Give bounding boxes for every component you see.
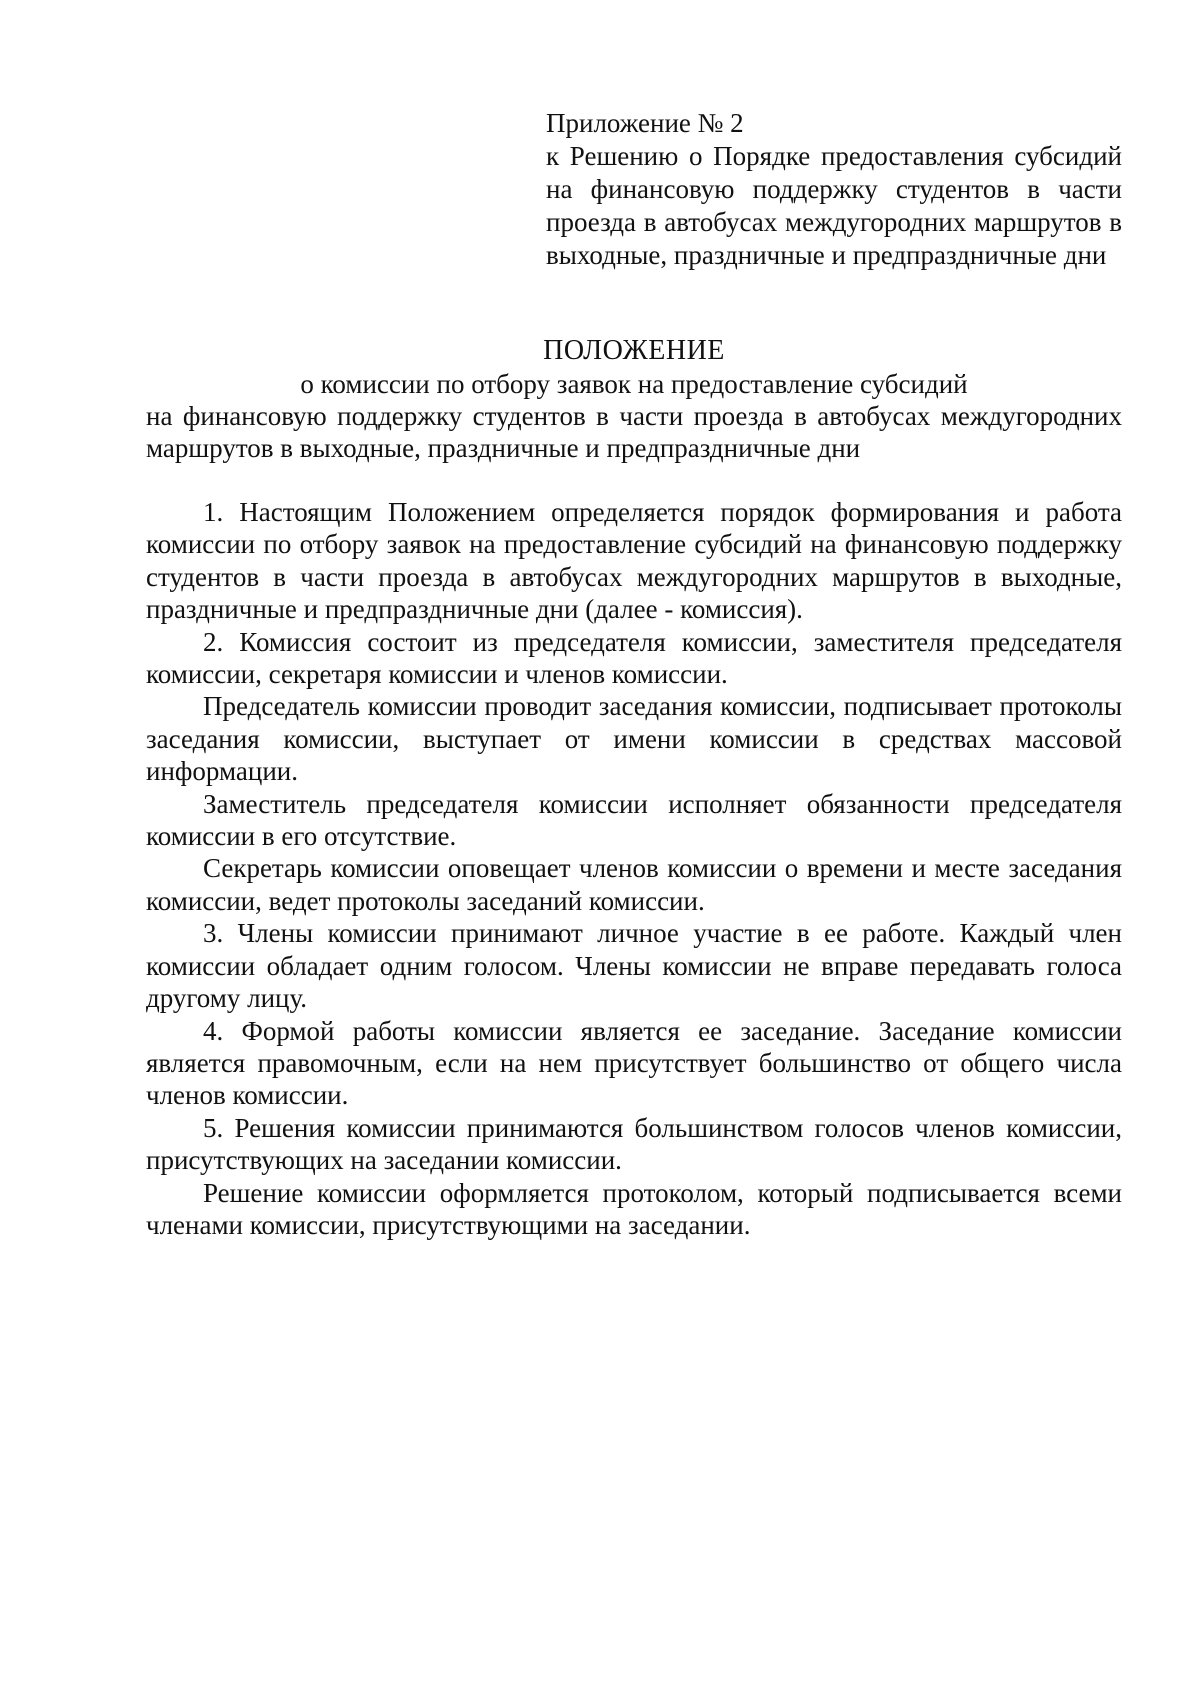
annex-title: Приложение № 2 xyxy=(546,108,744,138)
paragraph: Председатель комиссии проводит заседания комиссии, подписывает протоколы заседания комиссии, выступает от имени комиссии в средствах массовой информации. xyxy=(146,691,1122,787)
paragraph: 5. Решения комиссии принимаются большинством голосов членов комиссии, присутствующих на заседании комиссии. xyxy=(146,1112,1122,1176)
paragraph: 3. Члены комиссии принимают личное участие в ее работе. Каждый член комиссии обладает одним голосом. Члены комиссии не вправе передавать голоса другому лицу. xyxy=(146,918,1122,1014)
paragraph: Секретарь комиссии оповещает членов комиссии о времени и месте заседания комиссии, ведет протоколы заседаний комиссии. xyxy=(146,853,1122,916)
paragraph: Решение комиссии оформляется протоколом, который подписывается всеми членами комиссии, присутствующими на заседании. xyxy=(146,1177,1122,1240)
paragraph: Заместитель председателя комиссии исполняет обязанности председателя комиссии в его отсутствие. xyxy=(146,788,1122,852)
paragraph: 4. Формой работы комиссии является ее заседание. Заседание комиссии является правомочным, если на нем присутствует большинство от общего числа членов комиссии. xyxy=(146,1015,1122,1111)
annex-block xyxy=(546,107,1122,272)
paragraph: 2. Комиссия состоит из председателя комиссии, заместителя председателя комиссии, секретаря комиссии и членов комиссии. xyxy=(146,626,1122,690)
document-subtitle xyxy=(146,368,1122,464)
subtitle-line-2: на финансовую поддержку студентов в части проезда в автобусах междугородних маршрутов в выходные, праздничные и предпраздничные дни xyxy=(146,401,1122,463)
paragraph: 1. Настоящим Положением определяется порядок формирования и работа комиссии по отбору заявок на предоставление субсидий на финансовую поддержку студентов в части проезда в автобусах междугородних маршрутов в выходные, праздничные и предпраздничные дни (далее - комиссия). xyxy=(146,497,1122,625)
subtitle-line-1: о комиссии по отбору заявок на предоставление субсидий xyxy=(300,369,968,399)
document-body xyxy=(146,496,1122,1241)
document-title: ПОЛОЖЕНИЕ xyxy=(543,335,725,366)
annex-reference: к Решению о Порядке предоставления субсидий на финансовую поддержку студентов в части проезда в автобусах междугородних маршрутов в выходные, праздничные и предпраздничные дни xyxy=(546,141,1122,270)
